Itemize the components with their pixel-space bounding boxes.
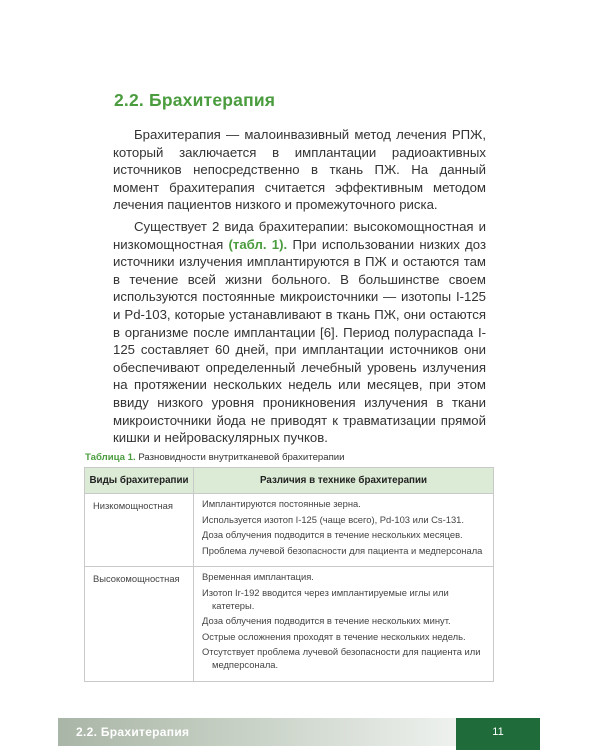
table-row bbox=[85, 494, 494, 567]
brachytherapy-types-table bbox=[84, 467, 494, 682]
table-reference-link[interactable]: (табл. 1). bbox=[228, 236, 288, 252]
paragraph-1: Брахитерапия — малоинвазивный метод лечения РПЖ, который заключается в имплантации радиоактивных источников непосредственно в ткань ПЖ. На данный момент брахитерапия считается эффективным методом лечения пациентов низкого и промежуточного риска. bbox=[113, 127, 486, 213]
row-low-dose-details bbox=[194, 494, 494, 567]
table-header-row bbox=[85, 468, 494, 494]
paragraph-2 bbox=[113, 218, 486, 447]
body-text bbox=[113, 126, 486, 447]
footer-section-label: 2.2. Брахитерапия bbox=[76, 725, 190, 739]
paragraph-2-text-end: При использовании низких доз источники излучения имплантируются в ПЖ и остаются там в течение всей жизни больного. В большинстве своем используются постоянные микроисточники — изотопы I-125 и Pd-103, которые устанавливают в ткань ПЖ, они остаются в организме после имплантации [6]. Период полураспада I-125 составляет 60 дней, при имплантации источников они обеспечивают определенный лечебный уровень излучения на протяжении нескольких недель или месяцев, при этом ввиду низкого уровня проникновения излучения в ткани микроисточники йода не приводят к травматизации прямой кишки и нейроваскулярных пучков. bbox=[113, 236, 486, 446]
table-caption-text: Разновидности внутритканевой брахитерапии bbox=[135, 452, 345, 463]
row-high-dose-details bbox=[194, 567, 494, 681]
detail-line: Имплантируются постоянные зерна. bbox=[202, 498, 361, 509]
detail-line: Доза облучения подводится в течение нескольких минут. bbox=[202, 615, 451, 627]
section-title: 2.2. Брахитерапия bbox=[114, 90, 276, 110]
page-number: 11 bbox=[492, 726, 504, 738]
detail-line: Отсутствует проблема лучевой безопасности для пациента или медперсонала. bbox=[202, 646, 481, 670]
paragraph-2-text-start: Существует 2 вида брахитерапии: высокомощностная и низкомощностная bbox=[113, 218, 486, 252]
detail-line: Используется изотоп I-125 (чаще всего), Pd-103 или Cs-131. bbox=[202, 513, 464, 525]
row-high-dose-kind: Высокомощностная bbox=[85, 567, 194, 681]
detail-line: Временная имплантация. bbox=[202, 571, 314, 583]
detail-line: Доза облучения подводится в течение нескольких месяцев. bbox=[202, 529, 463, 541]
header-differences: Различия в технике брахитерапии bbox=[194, 468, 494, 494]
row-low-dose-kind: Низкомощностная bbox=[85, 494, 194, 567]
detail-line: Изотоп Ir-192 вводится через имплантируемые иглы или катетеры. bbox=[202, 586, 449, 611]
table-caption-number: Таблица 1. bbox=[85, 452, 136, 463]
detail-line: Проблема лучевой безопасности для пациента и медперсонала bbox=[202, 544, 483, 556]
table-row bbox=[85, 567, 494, 681]
detail-line: Острые осложнения проходят в течение нескольких недель. bbox=[202, 630, 466, 642]
table-caption bbox=[85, 452, 345, 463]
header-types: Виды брахитерапии bbox=[85, 468, 194, 494]
